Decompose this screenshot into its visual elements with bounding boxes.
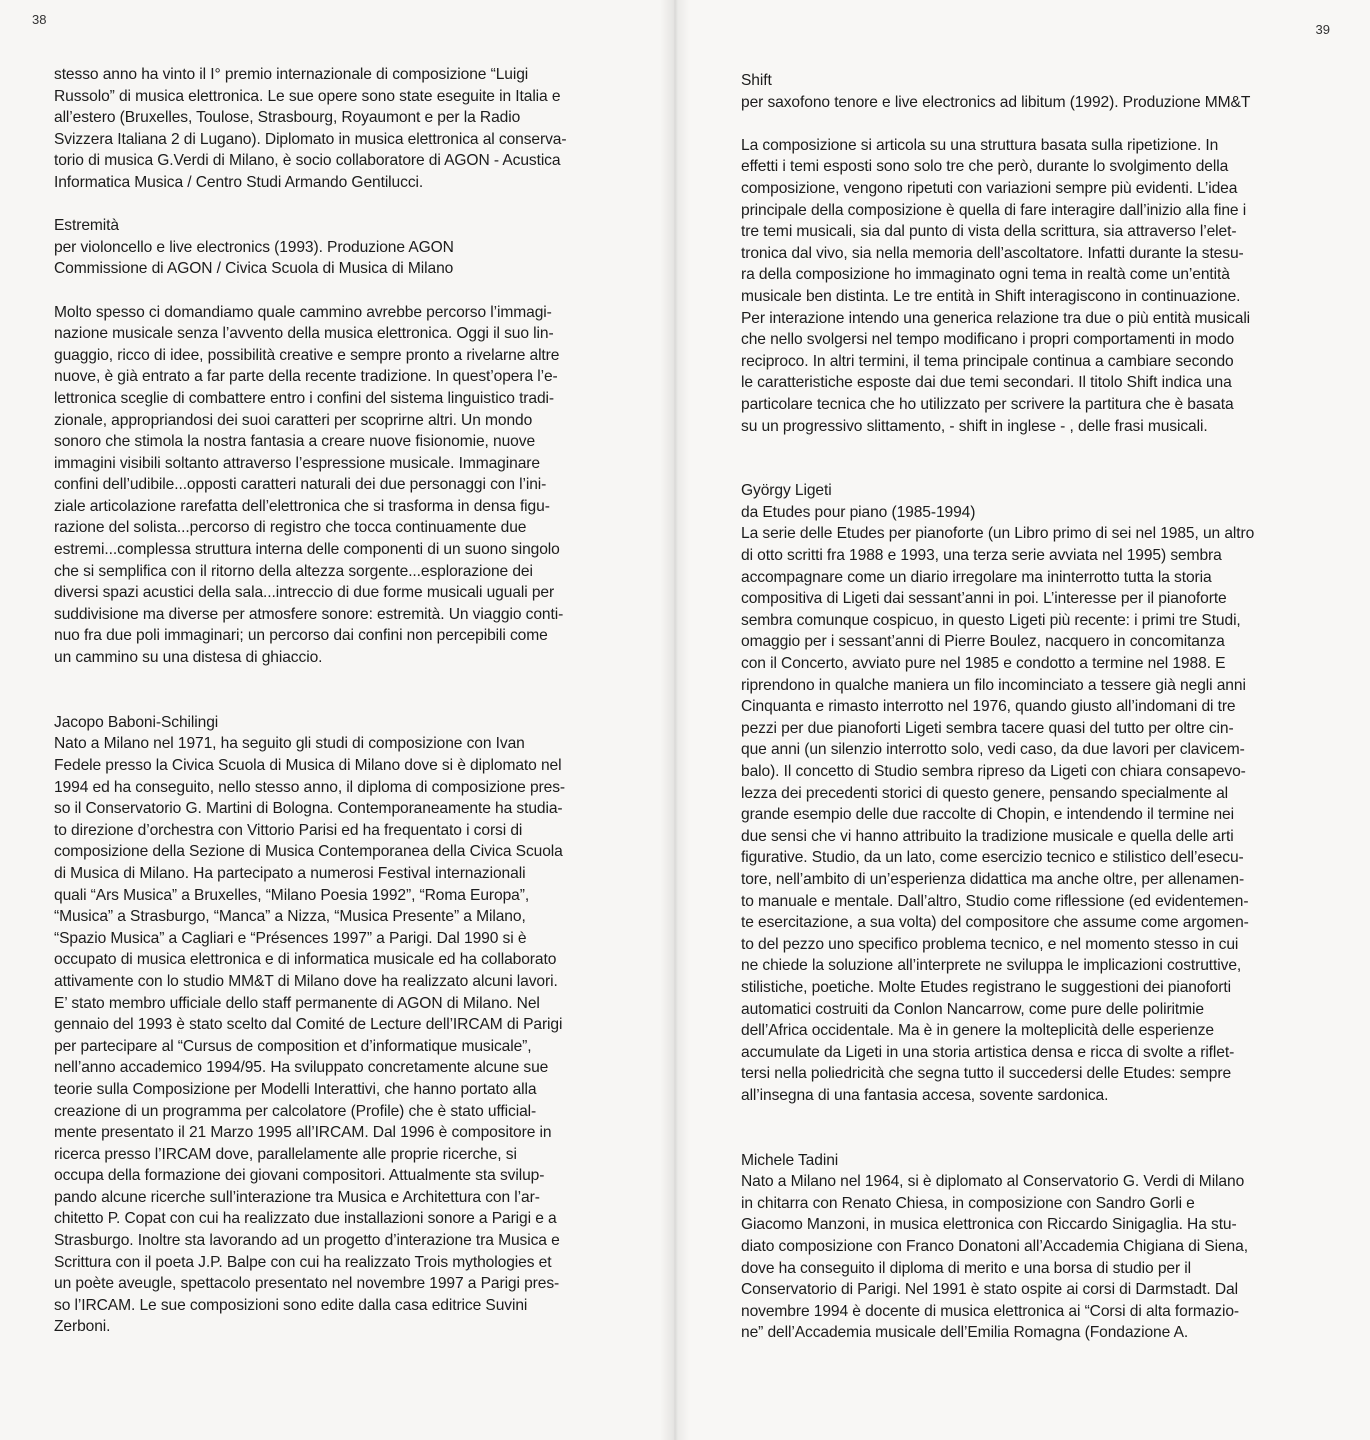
text-line: diato composizione con Franco Donatoni all’Accademia Chigiana di Siena,	[741, 1238, 1248, 1256]
text-line: torio di musica G.Verdi di Milano, è socio collaboratore di AGON - Acustica	[54, 152, 561, 170]
text-line: reciproco. In altri termini, il tema principale continua a cambiare secondo	[741, 352, 1234, 370]
text-line: Nato a Milano nel 1964, si è diplomato al Conservatorio G. Verdi di Milano	[741, 1173, 1245, 1191]
text-line: composizione della Sezione di Musica Contemporanea della Civica Scuola	[54, 843, 563, 861]
text-line: sonoro che stimola la nostra fantasia a creare nuove fisionomie, nuove	[54, 433, 536, 451]
left-page	[0, 0, 675, 1440]
text-line: nuo fra due poli immaginari; un percorso dai confini non percepibili come	[54, 627, 548, 645]
text-line: ne” dell’Accademia musicale dell’Emilia Romagna (Fondazione A.	[741, 1324, 1189, 1342]
text-line: ne chiede la soluzione all’interprete ne sviluppa le implicazioni costruttive,	[741, 957, 1242, 975]
text-line: occupato di musica elettronica e di informatica musicale ed ha collaborato	[54, 951, 557, 969]
left-column	[54, 64, 616, 1338]
text-line: composizione, vengono ripetuti con variazioni sempre più evidenti. L’idea	[741, 179, 1238, 197]
text-line: te esercitazione, a sua volta) del compositore che assume come argomen-	[741, 914, 1249, 932]
text-line: per violoncello e live electronics (1993). Produzione AGON	[54, 238, 454, 256]
text-line: accompagnare come un diario irregolare ma ininterrotto tutta la storia	[741, 568, 1212, 586]
text-line: un cammino su una distesa di ghiaccio.	[54, 649, 323, 667]
text-line: balo). Il concetto di Studio sembra ripreso da Ligeti con chiara consapevo-	[741, 763, 1246, 780]
page-number-right: 39	[1315, 22, 1330, 37]
text-line: accumulate da Ligeti in una storia artistica densa e ricca di svolte a riflet-	[741, 1043, 1235, 1061]
text-line: so il Conservatorio G. Martini di Bologna. Contemporaneamente ha studia-	[54, 800, 563, 818]
text-line: nuove, è già entrato a far parte della recente tradizione. In quest’opera l’e-	[54, 368, 558, 386]
text-line: György Ligeti	[741, 482, 832, 500]
text-line: compositiva di Ligeti dai sessant’anni in poi. L’interesse per il pianoforte	[741, 590, 1227, 608]
text-line: que anni (un silenzio interrotto solo, vedi caso, da due lavori per clavicem-	[741, 741, 1245, 759]
text-line: pezzi per due pianoforti Ligeti sembra tacere quasi del tutto per oltre cin-	[741, 719, 1234, 737]
text-line: Estremità	[54, 217, 119, 235]
text-line: so l’IRCAM. Le sue composizioni sono edite dalla casa editrice Suvini	[54, 1296, 528, 1314]
text-line: principale della composizione è quella di fare interagire dall’inizio alla fine i	[741, 201, 1247, 219]
text-line: nell’anno accademico 1994/95. Ha sviluppato concretamente alcune sue	[54, 1059, 549, 1077]
text-line: tre temi musicali, sia dal punto di vista della scrittura, sia attraverso l’elet-	[741, 223, 1237, 241]
text-line: mente presentato il 21 Marzo 1995 all’IRCAM. Dal 1996 è compositore in	[54, 1124, 552, 1142]
text-line: Svizzera Italiana 2 di Lugano). Diplomato in musica elettronica al conserva-	[54, 130, 567, 148]
section-ligeti	[741, 480, 1306, 1106]
text-line: omaggio per i sessant’anni di Pierre Boulez, nacquero in concomitanza	[741, 633, 1225, 651]
text-line: di otto scritti fra 1988 e 1993, una terza serie avviata nel 1995) sembra	[741, 547, 1222, 565]
section-shift-text	[741, 135, 1306, 437]
text-line: pando alcune ricerche sull’interazione tra Musica e Architettura con l’ar-	[54, 1188, 540, 1206]
text-line: riprendono in qualche maniera un filo incominciato a tessere già negli anni	[741, 676, 1246, 694]
text-line: sembra comunque cospicuo, in questo Ligeti più recente: i primi tre Studi,	[741, 611, 1241, 629]
text-line: novembre 1994 è docente di musica elettronica ai “Corsi di alta formazio-	[741, 1302, 1240, 1320]
text-line: to del pezzo uno specifico problema tecnico, e nel momento stesso in cui	[741, 935, 1239, 953]
text-line: creazione di un programma per calcolatore (Profile) che è stato ufficial-	[54, 1102, 537, 1120]
section-bio-continued	[54, 64, 616, 194]
text-line: effetti i temi esposti sono solo tre che però, durante lo svolgimento della	[741, 158, 1229, 176]
text-line: lettronica sceglie di combattere entro i confini del sistema linguistico tradi-	[54, 389, 555, 407]
section-estremita-header	[54, 215, 616, 280]
text-line: che si semplifica con il ritorno della altezza sorgente...esplorazione dei	[54, 562, 533, 580]
text-line: che nello svolgersi nel tempo modificano i propri comportamenti in modo	[741, 331, 1235, 349]
text-line: lezza dei precedenti storici di questo genere, pensando specialmente al	[741, 784, 1229, 802]
text-line: La serie delle Etudes per pianoforte (un Libro primo di sei nel 1985, un altro	[741, 525, 1255, 543]
section-estremita-text	[54, 302, 616, 669]
text-line: Russolo” di musica elettronica. Le sue opere sono state eseguite in Italia e	[54, 87, 561, 105]
text-line: gennaio del 1993 è stato scelto dal Comité de Lecture dell’IRCAM di Parigi	[54, 1016, 563, 1034]
text-line: Jacopo Baboni-Schilingi	[54, 713, 219, 731]
text-line: La composizione si articola su una struttura basata sulla ripetizione. In	[741, 136, 1219, 154]
text-line: figurative. Studio, da un lato, come esercizio tecnico e stilistico dell’esecu-	[741, 849, 1244, 867]
text-line: Fedele presso la Civica Scuola di Musica di Milano dove si è diplomato nel	[54, 757, 562, 774]
text-line: all’estero (Bruxelles, Toulose, Strasbourg, Royaumont e per la Radio	[54, 109, 521, 127]
text-line: 1994 ed ha conseguito, nello stesso anno, il diploma di composizione pres-	[54, 778, 565, 796]
text-line: to direzione d’orchestra con Vittorio Parisi ed ha frequentato i corsi di	[54, 821, 523, 839]
text-line: occupa della formazione dei giovani compositori. Attualmente sta svilup-	[54, 1167, 545, 1185]
text-line: immagini visibili soltanto attraverso l’espressione musicale. Immaginare	[54, 454, 540, 472]
text-line: diversi spazi acustici della sala...intreccio di due forme musicali uguali per	[54, 584, 555, 602]
text-line: due sensi che vi hanno attribuito la tradizione musicale e quella delle arti	[741, 827, 1234, 845]
text-line: Michele Tadini	[741, 1151, 839, 1169]
text-line: Nato a Milano nel 1971, ha seguito gli studi di composizione con Ivan	[54, 735, 525, 753]
text-line: tronica dal vivo, sia nella memoria dell’ascoltatore. Infatti durante la stesu-	[741, 244, 1244, 262]
text-line: Zerboni.	[54, 1318, 111, 1336]
text-line: zionale, appropriandosi dei suoi caratteri per scoprirne altri. Un mondo	[54, 411, 533, 429]
text-line: per partecipare al “Cursus de composition et d’informatique musicale”,	[54, 1037, 532, 1055]
text-line: tersi nella poliedricità che segna tutto il succedersi delle Etudes: sempre	[741, 1065, 1232, 1083]
text-line: tore, nell’ambito di un’esperienza didattica ma anche oltre, per allenamen-	[741, 870, 1245, 888]
text-line: per saxofono tenore e live electronics ad libitum (1992). Produzione MM&T	[741, 93, 1251, 111]
right-page	[675, 0, 1370, 1440]
text-line: Shift	[741, 72, 772, 89]
text-line: Cinquanta e rimasto interrotto nel 1976, quando giusto all’indomani di tre	[741, 698, 1236, 716]
text-line: con il Concerto, avviato pure nel 1985 e condotto a termine nel 1988. E	[741, 655, 1226, 673]
section-tadini-bio	[741, 1150, 1306, 1344]
section-baboni-bio	[54, 712, 616, 1338]
text-line: su un progressivo slittamento, - shift in inglese - , delle frasi musicali.	[741, 417, 1208, 435]
text-line: stesso anno ha vinto il I° premio internazionale di composizione “Luigi	[54, 66, 529, 83]
text-line: razione del solista...percorso di registro che tocca continuamente due	[54, 519, 527, 537]
page-number-left: 38	[32, 12, 47, 27]
text-line: chitetto P. Copat con cui ha realizzato due installazioni sonore a Parigi e a	[54, 1210, 557, 1228]
text-line: suddivisione ma diverse per atmosfere sonore: estremità. Un viaggio conti-	[54, 605, 564, 623]
text-line: dove ha conseguito il diploma di merito e una borsa di studio per il	[741, 1259, 1192, 1277]
text-line: attivamente con lo studio MM&T di Milano dove ha realizzato alcuni lavori.	[54, 972, 558, 990]
text-line: dell’Africa occidentale. Ma è in genere la molteplicità delle esperienze	[741, 1022, 1215, 1040]
text-line: automatici costruiti da Conlon Nancarrow, come pure delle poliritmie	[741, 1000, 1204, 1018]
text-line: ra della composizione ho immaginato ogni tema in realtà come un’entità	[741, 266, 1230, 284]
section-shift-header	[741, 70, 1306, 113]
text-line: quali “Ars Musica” a Bruxelles, “Milano Poesia 1992”, “Roma Europa”,	[54, 886, 530, 904]
text-line: da Etudes pour piano (1985-1994)	[741, 503, 976, 521]
text-line: particolare tecnica che ho utilizzato per scrivere la partitura che è basata	[741, 395, 1234, 413]
text-line: musicale ben distinta. Le tre entità in Shift interagiscono in continuazione.	[741, 287, 1241, 305]
text-line: grande esempio delle due raccolte di Chopin, e intendendo il termine nei	[741, 806, 1234, 824]
text-line: to manuale e mentale. Dall’altro, Studio come riflessione (ed evidentemen-	[741, 892, 1249, 910]
text-line: “Spazio Musica” a Cagliari e “Présences 1997” a Parigi. Dal 1990 si è	[54, 929, 527, 947]
text-line: Per interazione intendo una generica relazione tra due o più entità musicali	[741, 309, 1251, 327]
text-line: Molto spesso ci domandiamo quale cammino avrebbe percorso l’immagi-	[54, 303, 552, 321]
text-line: E’ stato membro ufficiale dello staff permanente di AGON di Milano. Nel	[54, 994, 540, 1012]
text-line: Scrittura con il poeta J.P. Balpe con cui ha realizzato Trois mythologies et	[54, 1253, 552, 1271]
right-column	[741, 70, 1306, 1344]
text-line: all’insegna di una fantasia accesa, sovente sardonica.	[741, 1086, 1109, 1104]
text-line: Commissione di AGON / Civica Scuola di Musica di Milano	[54, 260, 454, 278]
text-line: le caratteristiche esposte dai due temi secondari. Il titolo Shift indica una	[741, 374, 1232, 392]
text-line: Strasburgo. Inoltre sta lavorando ad un progetto d’interazione tra Musica e	[54, 1232, 560, 1250]
text-line: guaggio, ricco di idee, possibilità creative e sempre pronto a rivelarne altre	[54, 346, 560, 364]
text-line: nazione musicale senza l’avvento della musica elettronica. Oggi il suo lin-	[54, 325, 554, 343]
text-line: di Musica di Milano. Ha partecipato a numerosi Festival internazionali	[54, 864, 526, 882]
text-line: stilistiche, poetiche. Molte Etudes registrano le suggestioni dei pianoforti	[741, 978, 1231, 996]
text-line: in chitarra con Renato Chiesa, in composizione con Sandro Gorli e	[741, 1194, 1195, 1212]
text-line: estremi...complessa struttura interna delle componenti di un suono singolo	[54, 541, 560, 559]
text-line: Giacomo Manzoni, in musica elettronica con Riccardo Sinigaglia. Ha stu-	[741, 1216, 1237, 1234]
text-line: un poète aveugle, spettacolo presentato nel novembre 1997 a Parigi pres-	[54, 1275, 560, 1293]
text-line: Conservatorio di Parigi. Nel 1991 è stato ospite ai corsi di Darmstadt. Dal	[741, 1281, 1238, 1299]
text-line: ricerca presso l’IRCAM dove, parallelamente alle proprie ricerche, si	[54, 1145, 517, 1163]
text-line: Informatica Musica / Centro Studi Armando Gentilucci.	[54, 173, 424, 191]
text-line: “Musica” a Strasburgo, “Manca” a Nizza, “Musica Presente” a Milano,	[54, 908, 526, 926]
text-line: teorie sulla Composizione per Modelli Interattivi, che hanno portato alla	[54, 1080, 537, 1098]
text-line: confini dell’udibile...opposti caratteri naturali dei due personaggi con l’ini-	[54, 476, 547, 494]
text-line: ziale articolazione rarefatta dell’elettronica che si trasforma in densa figu-	[54, 497, 550, 515]
